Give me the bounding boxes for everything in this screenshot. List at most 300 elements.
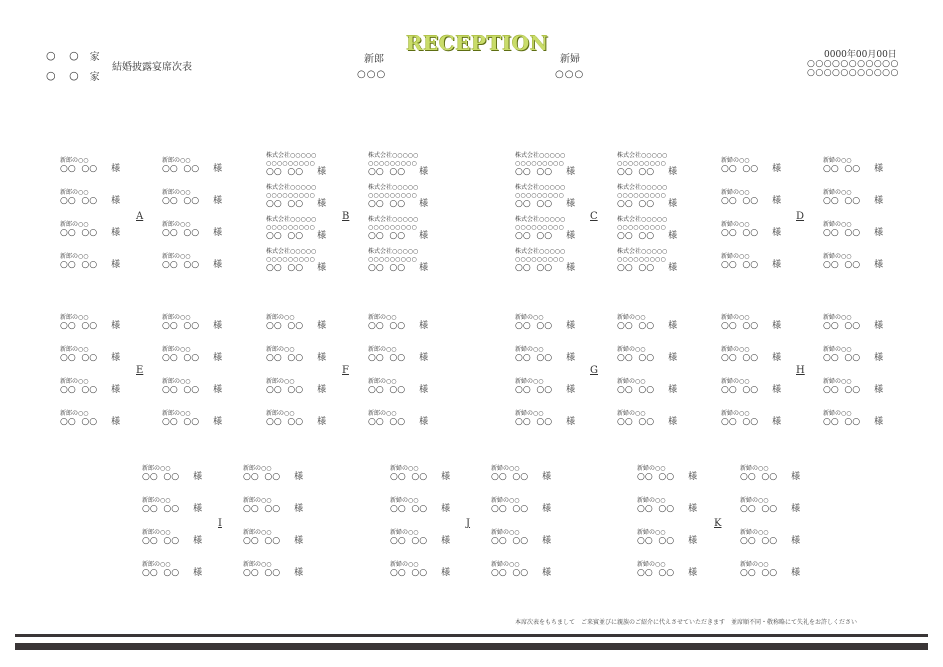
guest-seat xyxy=(368,378,428,394)
guest-company: 株式会社○○○○○ xyxy=(266,152,317,159)
guest-name-text: ○○ ○○ xyxy=(368,321,406,331)
guest-name xyxy=(617,232,677,240)
honorific: 様 xyxy=(874,353,884,363)
guest-name-text: ○○ ○○ xyxy=(266,321,304,331)
guest-name-text: ○○ ○○ xyxy=(491,568,529,578)
guest-name xyxy=(390,569,450,577)
guest-name-text: ○○ ○○ xyxy=(491,504,529,514)
guest-relation: 新郎の○○ xyxy=(266,378,295,385)
honorific: 様 xyxy=(441,504,451,514)
family-1-label: 家 xyxy=(89,52,100,63)
honorific: 様 xyxy=(441,568,451,578)
guest-name xyxy=(162,229,222,237)
guest-company: 株式会社○○○○○ xyxy=(266,248,317,255)
guest-seat xyxy=(617,216,677,240)
guest-name xyxy=(740,569,800,577)
guest-relation: 新郎の○○ xyxy=(266,314,295,321)
honorific: 様 xyxy=(688,504,698,514)
guest-relation: 新郎の○○ xyxy=(162,378,191,385)
guest-name-text: ○○ ○○ xyxy=(617,231,655,241)
table-label: C xyxy=(590,211,598,222)
guest-position: ○○○○○○○○○ xyxy=(617,256,666,263)
guest-name-text: ○○ ○○ xyxy=(740,472,778,482)
guest-seat xyxy=(266,216,326,240)
guest-seat xyxy=(721,314,781,330)
honorific: 様 xyxy=(419,263,429,273)
family-1-circles: ○ ○ xyxy=(46,49,84,62)
guest-name xyxy=(515,386,575,394)
honorific: 様 xyxy=(441,472,451,482)
guest-position: ○○○○○○○○○ xyxy=(617,224,666,231)
honorific: 様 xyxy=(772,321,782,331)
guest-name xyxy=(266,418,326,426)
honorific: 様 xyxy=(317,231,327,241)
groom-label: 新郎 xyxy=(364,54,384,65)
table-label: G xyxy=(590,365,598,376)
guest-name xyxy=(491,537,551,545)
guest-relation: 新婦の○○ xyxy=(823,378,852,385)
guest-relation: 新婦の○○ xyxy=(721,157,750,164)
honorific: 様 xyxy=(668,321,678,331)
guest-name-text: ○○ ○○ xyxy=(162,164,200,174)
guest-relation: 新婦の○○ xyxy=(491,529,520,536)
honorific: 様 xyxy=(213,260,223,270)
guest-seat xyxy=(390,529,450,545)
guest-name-text: ○○ ○○ xyxy=(617,385,655,395)
guest-relation: 新婦の○○ xyxy=(823,189,852,196)
guest-name-text: ○○ ○○ xyxy=(162,196,200,206)
honorific: 様 xyxy=(111,260,121,270)
table-label: A xyxy=(136,211,144,222)
guest-name-text: ○○ ○○ xyxy=(617,353,655,363)
guest-seat xyxy=(823,189,883,205)
guest-seat xyxy=(243,529,303,545)
guest-name xyxy=(60,165,120,173)
guest-name xyxy=(491,569,551,577)
honorific: 様 xyxy=(668,199,678,209)
guest-position: ○○○○○○○○○ xyxy=(368,224,417,231)
guest-name xyxy=(60,229,120,237)
guest-seat xyxy=(515,314,575,330)
honorific: 様 xyxy=(111,321,121,331)
guest-seat xyxy=(721,189,781,205)
guest-seat xyxy=(266,152,326,176)
guest-name-text: ○○ ○○ xyxy=(368,263,406,273)
guest-relation: 新婦の○○ xyxy=(823,346,852,353)
guest-name-text: ○○ ○○ xyxy=(368,167,406,177)
guest-relation: 新婦の○○ xyxy=(721,189,750,196)
guest-relation: 新婦の○○ xyxy=(491,561,520,568)
guest-seat xyxy=(637,529,697,545)
guest-seat xyxy=(390,561,450,577)
guest-relation: 新郎の○○ xyxy=(60,253,89,260)
guest-position: ○○○○○○○○○ xyxy=(617,160,666,167)
guest-name-text: ○○ ○○ xyxy=(368,199,406,209)
guest-name xyxy=(740,473,800,481)
guest-relation: 新婦の○○ xyxy=(721,378,750,385)
guest-name xyxy=(243,473,303,481)
guest-position: ○○○○○○○○○ xyxy=(368,160,417,167)
guest-name xyxy=(368,232,428,240)
table-label: K xyxy=(714,518,722,529)
guest-name-text: ○○ ○○ xyxy=(60,196,98,206)
honorific: 様 xyxy=(111,228,121,238)
honorific: 様 xyxy=(668,231,678,241)
guest-relation: 新婦の○○ xyxy=(637,561,666,568)
guest-name-text: ○○ ○○ xyxy=(823,417,861,427)
groom-name: ○○○ xyxy=(357,69,387,80)
honorific: 様 xyxy=(317,353,327,363)
guest-name xyxy=(266,200,326,208)
guest-name-text: ○○ ○○ xyxy=(60,321,98,331)
guest-seat xyxy=(637,497,697,513)
honorific: 様 xyxy=(791,568,801,578)
guest-seat xyxy=(721,410,781,426)
guest-seat xyxy=(60,189,120,205)
guest-name xyxy=(243,505,303,513)
honorific: 様 xyxy=(772,196,782,206)
guest-seat xyxy=(60,410,120,426)
guest-relation: 新婦の○○ xyxy=(637,529,666,536)
guest-position: ○○○○○○○○○ xyxy=(515,256,564,263)
honorific: 様 xyxy=(294,568,304,578)
guest-seat xyxy=(515,410,575,426)
guest-name xyxy=(515,200,575,208)
guest-name xyxy=(162,165,222,173)
guest-seat xyxy=(368,152,428,176)
guest-seat xyxy=(162,378,222,394)
footer-note: 本席次表をもちまして ご来賓並びに親族のご紹介に代えさせていただきます 並席順不同・敬称略にて失礼をお許しください xyxy=(515,619,858,626)
honorific: 様 xyxy=(874,228,884,238)
guest-seat xyxy=(368,216,428,240)
guest-name-text: ○○ ○○ xyxy=(617,167,655,177)
guest-name xyxy=(266,232,326,240)
honorific: 様 xyxy=(317,385,327,395)
guest-relation: 新婦の○○ xyxy=(823,253,852,260)
guest-position: ○○○○○○○○○ xyxy=(266,224,315,231)
honorific: 様 xyxy=(542,504,552,514)
guest-seat xyxy=(243,497,303,513)
guest-relation: 新婦の○○ xyxy=(515,314,544,321)
guest-seat xyxy=(162,157,222,173)
honorific: 様 xyxy=(193,536,203,546)
guest-name-text: ○○ ○○ xyxy=(823,385,861,395)
guest-name xyxy=(142,569,202,577)
guest-name-text: ○○ ○○ xyxy=(243,568,281,578)
guest-name xyxy=(266,168,326,176)
guest-seat xyxy=(162,314,222,330)
guest-seat xyxy=(142,529,202,545)
guest-name-text: ○○ ○○ xyxy=(162,260,200,270)
guest-name-text: ○○ ○○ xyxy=(60,353,98,363)
guest-seat xyxy=(162,253,222,269)
guest-name-text: ○○ ○○ xyxy=(368,385,406,395)
guest-relation: 新郎の○○ xyxy=(368,314,397,321)
guest-name-text: ○○ ○○ xyxy=(162,228,200,238)
event-date: 0000年00月00日 xyxy=(824,50,897,60)
guest-relation: 新郎の○○ xyxy=(142,529,171,536)
honorific: 様 xyxy=(542,472,552,482)
guest-name-text: ○○ ○○ xyxy=(60,417,98,427)
guest-seat xyxy=(60,253,120,269)
honorific: 様 xyxy=(213,196,223,206)
guest-name xyxy=(266,322,326,330)
guest-relation: 新婦の○○ xyxy=(617,314,646,321)
guest-relation: 新郎の○○ xyxy=(368,378,397,385)
honorific: 様 xyxy=(791,536,801,546)
table-label: D xyxy=(796,211,805,222)
honorific: 様 xyxy=(874,417,884,427)
table-label: I xyxy=(218,518,222,529)
honorific: 様 xyxy=(668,417,678,427)
guest-relation: 新婦の○○ xyxy=(515,410,544,417)
guest-name xyxy=(162,386,222,394)
guest-name xyxy=(721,197,781,205)
guest-name-text: ○○ ○○ xyxy=(823,321,861,331)
honorific: 様 xyxy=(772,228,782,238)
honorific: 様 xyxy=(294,536,304,546)
guest-name xyxy=(368,168,428,176)
guest-relation: 新婦の○○ xyxy=(823,157,852,164)
guest-relation: 新婦の○○ xyxy=(721,253,750,260)
table-label: E xyxy=(136,365,144,376)
guest-company: 株式会社○○○○○ xyxy=(368,216,419,223)
guest-name-text: ○○ ○○ xyxy=(617,321,655,331)
guest-name-text: ○○ ○○ xyxy=(721,417,759,427)
honorific: 様 xyxy=(566,353,576,363)
guest-name-text: ○○ ○○ xyxy=(266,231,304,241)
guest-seat xyxy=(823,410,883,426)
guest-name xyxy=(617,264,677,272)
guest-name-text: ○○ ○○ xyxy=(721,385,759,395)
guest-seat xyxy=(515,216,575,240)
honorific: 様 xyxy=(874,321,884,331)
guest-seat xyxy=(617,248,677,272)
guest-position: ○○○○○○○○○ xyxy=(515,224,564,231)
guest-seat xyxy=(60,378,120,394)
honorific: 様 xyxy=(213,164,223,174)
honorific: 様 xyxy=(542,536,552,546)
honorific: 様 xyxy=(566,231,576,241)
honorific: 様 xyxy=(419,167,429,177)
guest-seat xyxy=(721,221,781,237)
honorific: 様 xyxy=(668,263,678,273)
guest-name xyxy=(515,264,575,272)
guest-seat xyxy=(491,561,551,577)
guest-relation: 新婦の○○ xyxy=(390,497,419,504)
honorific: 様 xyxy=(419,231,429,241)
guest-relation: 新郎の○○ xyxy=(243,529,272,536)
honorific: 様 xyxy=(668,353,678,363)
guest-name xyxy=(162,354,222,362)
venue-line-2: ○○○○○○○○○○○ xyxy=(807,68,899,78)
honorific: 様 xyxy=(772,385,782,395)
guest-seat xyxy=(491,497,551,513)
guest-seat xyxy=(142,561,202,577)
honorific: 様 xyxy=(193,568,203,578)
guest-relation: 新婦の○○ xyxy=(823,221,852,228)
guest-name xyxy=(243,537,303,545)
guest-name xyxy=(823,197,883,205)
honorific: 様 xyxy=(317,417,327,427)
guest-position: ○○○○○○○○○ xyxy=(368,256,417,263)
guest-relation: 新郎の○○ xyxy=(162,410,191,417)
honorific: 様 xyxy=(566,417,576,427)
guest-position: ○○○○○○○○○ xyxy=(266,160,315,167)
guest-company: 株式会社○○○○○ xyxy=(368,248,419,255)
guest-name xyxy=(60,322,120,330)
guest-seat xyxy=(515,346,575,362)
guest-name xyxy=(721,386,781,394)
honorific: 様 xyxy=(566,321,576,331)
guest-name xyxy=(368,264,428,272)
guest-name xyxy=(823,165,883,173)
guest-relation: 新婦の○○ xyxy=(491,465,520,472)
guest-relation: 新郎の○○ xyxy=(162,157,191,164)
guest-company: 株式会社○○○○○ xyxy=(266,184,317,191)
guest-name xyxy=(60,354,120,362)
guest-seat xyxy=(721,378,781,394)
venue-line-1: ○○○○○○○○○○○ xyxy=(807,59,899,69)
guest-seat xyxy=(491,465,551,481)
honorific: 様 xyxy=(874,385,884,395)
guest-name-text: ○○ ○○ xyxy=(515,353,553,363)
honorific: 様 xyxy=(542,568,552,578)
guest-seat xyxy=(740,465,800,481)
guest-name xyxy=(740,505,800,513)
guest-name xyxy=(368,386,428,394)
guest-name xyxy=(721,418,781,426)
guest-name xyxy=(823,386,883,394)
guest-name xyxy=(823,322,883,330)
family-names xyxy=(46,48,100,83)
guest-name-text: ○○ ○○ xyxy=(266,417,304,427)
guest-name xyxy=(637,473,697,481)
honorific: 様 xyxy=(688,536,698,546)
guest-name-text: ○○ ○○ xyxy=(721,353,759,363)
guest-name-text: ○○ ○○ xyxy=(637,536,675,546)
guest-name-text: ○○ ○○ xyxy=(823,196,861,206)
guest-relation: 新郎の○○ xyxy=(142,497,171,504)
guest-name xyxy=(162,197,222,205)
guest-seat xyxy=(390,465,450,481)
footer-bar-bottom xyxy=(15,643,928,650)
guest-relation: 新婦の○○ xyxy=(740,465,769,472)
honorific: 様 xyxy=(441,536,451,546)
guest-relation: 新郎の○○ xyxy=(142,465,171,472)
guest-name-text: ○○ ○○ xyxy=(390,504,428,514)
guest-name-text: ○○ ○○ xyxy=(740,504,778,514)
guest-name xyxy=(60,197,120,205)
guest-name-text: ○○ ○○ xyxy=(721,260,759,270)
guest-relation: 新婦の○○ xyxy=(823,314,852,321)
honorific: 様 xyxy=(772,417,782,427)
bride-label: 新婦 xyxy=(560,54,580,65)
guest-seat xyxy=(617,184,677,208)
guest-company: 株式会社○○○○○ xyxy=(515,152,566,159)
guest-name-text: ○○ ○○ xyxy=(60,164,98,174)
guest-relation: 新郎の○○ xyxy=(162,221,191,228)
honorific: 様 xyxy=(419,199,429,209)
guest-name-text: ○○ ○○ xyxy=(740,536,778,546)
honorific: 様 xyxy=(874,164,884,174)
guest-name-text: ○○ ○○ xyxy=(515,321,553,331)
guest-relation: 新郎の○○ xyxy=(60,157,89,164)
guest-name xyxy=(515,168,575,176)
guest-company: 株式会社○○○○○ xyxy=(617,152,668,159)
guest-name xyxy=(637,537,697,545)
honorific: 様 xyxy=(213,228,223,238)
guest-name-text: ○○ ○○ xyxy=(60,260,98,270)
guest-name xyxy=(740,537,800,545)
honorific: 様 xyxy=(294,504,304,514)
guest-name xyxy=(60,418,120,426)
guest-name-text: ○○ ○○ xyxy=(243,504,281,514)
honorific: 様 xyxy=(213,417,223,427)
guest-relation: 新郎の○○ xyxy=(162,314,191,321)
honorific: 様 xyxy=(668,167,678,177)
guest-relation: 新郎の○○ xyxy=(162,189,191,196)
honorific: 様 xyxy=(874,196,884,206)
guest-seat xyxy=(243,561,303,577)
guest-name-text: ○○ ○○ xyxy=(491,536,529,546)
honorific: 様 xyxy=(791,472,801,482)
guest-name xyxy=(617,354,677,362)
table-label: F xyxy=(342,365,349,376)
guest-seat xyxy=(266,378,326,394)
guest-seat xyxy=(162,346,222,362)
honorific: 様 xyxy=(791,504,801,514)
guest-relation: 新婦の○○ xyxy=(740,497,769,504)
guest-name-text: ○○ ○○ xyxy=(721,321,759,331)
guest-name-text: ○○ ○○ xyxy=(617,199,655,209)
guest-name-text: ○○ ○○ xyxy=(162,417,200,427)
guest-seat xyxy=(617,410,677,426)
guest-seat xyxy=(823,221,883,237)
guest-seat xyxy=(266,410,326,426)
guest-seat xyxy=(60,221,120,237)
guest-name xyxy=(617,322,677,330)
guest-name-text: ○○ ○○ xyxy=(162,385,200,395)
guest-relation: 新郎の○○ xyxy=(243,465,272,472)
honorific: 様 xyxy=(668,385,678,395)
guest-relation: 新婦の○○ xyxy=(740,561,769,568)
guest-name-text: ○○ ○○ xyxy=(823,164,861,174)
guest-name-text: ○○ ○○ xyxy=(162,321,200,331)
guest-relation: 新婦の○○ xyxy=(515,346,544,353)
guest-relation: 新婦の○○ xyxy=(617,410,646,417)
guest-name xyxy=(491,473,551,481)
honorific: 様 xyxy=(111,353,121,363)
guest-relation: 新郎の○○ xyxy=(162,346,191,353)
guest-name xyxy=(515,354,575,362)
guest-name-text: ○○ ○○ xyxy=(142,568,180,578)
guest-name-text: ○○ ○○ xyxy=(515,417,553,427)
guest-relation: 新郎の○○ xyxy=(60,346,89,353)
footer-bar-top xyxy=(15,634,928,637)
honorific: 様 xyxy=(111,385,121,395)
guest-seat xyxy=(368,410,428,426)
guest-relation: 新婦の○○ xyxy=(740,529,769,536)
guest-name xyxy=(368,322,428,330)
guest-relation: 新婦の○○ xyxy=(390,529,419,536)
guest-name-text: ○○ ○○ xyxy=(515,199,553,209)
guest-name-text: ○○ ○○ xyxy=(515,263,553,273)
guest-seat xyxy=(60,346,120,362)
guest-name-text: ○○ ○○ xyxy=(368,417,406,427)
honorific: 様 xyxy=(419,385,429,395)
guest-seat xyxy=(390,497,450,513)
